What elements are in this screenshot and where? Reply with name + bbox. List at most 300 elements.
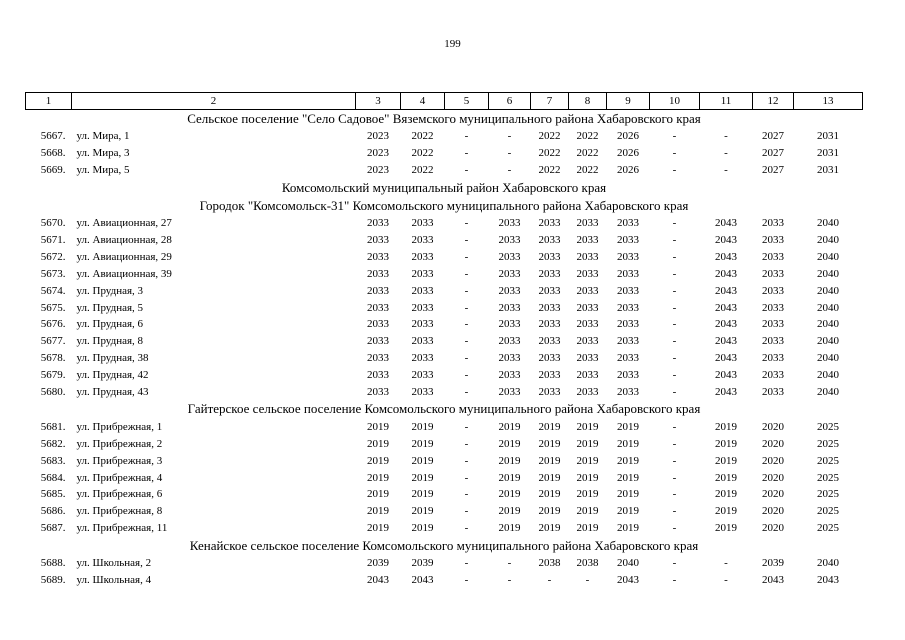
year-cell: 2033 xyxy=(498,250,521,263)
year-cell: - xyxy=(464,574,469,587)
section-title: Городок "Комсомольск-31" Комсомольского муниципального района Хабаровского края xyxy=(199,197,689,213)
col-header: 8 xyxy=(569,93,607,110)
year-cell: 2040 xyxy=(817,301,839,314)
year-cell: 2033 xyxy=(538,234,561,246)
row-number: 5688. xyxy=(40,557,66,570)
year-cell: 2019 xyxy=(576,505,599,518)
year-cell: - xyxy=(585,574,590,587)
year-cell: 2022 xyxy=(411,164,434,177)
year-cell: 2026 xyxy=(617,130,639,143)
table-row xyxy=(26,128,863,145)
col-header: 13 xyxy=(794,93,863,110)
year-cell: 2019 xyxy=(715,488,737,501)
year-cell: 2039 xyxy=(411,557,434,570)
year-cell: 2019 xyxy=(367,488,389,501)
year-cell: 2033 xyxy=(762,369,784,382)
year-cell: - xyxy=(464,217,469,230)
year-cell: 2043 xyxy=(817,574,839,587)
year-cell: 2033 xyxy=(411,369,434,382)
address-cell: ул. Прибрежная, 1 xyxy=(76,420,163,433)
year-cell: 2033 xyxy=(762,234,784,246)
year-cell: 2040 xyxy=(817,369,839,382)
section-heading-row xyxy=(26,197,863,215)
year-cell: - xyxy=(672,267,677,280)
row-number: 5675. xyxy=(40,301,66,314)
year-cell: 2020 xyxy=(762,437,784,450)
year-cell: 2033 xyxy=(411,234,434,246)
year-cell: - xyxy=(672,301,677,314)
year-cell: 2033 xyxy=(367,301,389,314)
year-cell: 2019 xyxy=(715,454,737,467)
year-cell: - xyxy=(507,164,512,177)
year-cell: 2040 xyxy=(817,352,839,365)
year-cell: 2019 xyxy=(715,471,737,484)
year-cell: 2033 xyxy=(617,301,639,314)
year-cell: 2033 xyxy=(617,386,639,399)
year-cell: - xyxy=(672,420,677,433)
year-cell: - xyxy=(672,386,677,399)
year-cell: 2019 xyxy=(576,471,599,484)
year-cell: 2027 xyxy=(762,147,784,160)
year-cell: 2043 xyxy=(715,318,737,331)
table-row xyxy=(26,452,863,469)
year-cell: 2043 xyxy=(715,250,737,263)
year-cell: 2019 xyxy=(367,522,389,535)
row-number: 5686. xyxy=(40,505,66,518)
address-cell: ул. Прудная, 8 xyxy=(76,335,144,348)
section-heading-row xyxy=(26,537,863,555)
year-cell: 2023 xyxy=(367,130,389,143)
year-cell: 2040 xyxy=(817,557,839,570)
year-cell: - xyxy=(464,335,469,348)
year-cell: - xyxy=(507,574,512,587)
year-cell: 2019 xyxy=(367,505,389,518)
year-cell: 2019 xyxy=(576,420,599,433)
row-number: 5680. xyxy=(40,386,66,399)
year-cell: 2033 xyxy=(576,318,599,331)
year-cell: 2043 xyxy=(367,574,389,587)
row-number: 5669. xyxy=(40,164,66,177)
year-cell: 2033 xyxy=(367,386,389,399)
col-header: 7 xyxy=(531,93,569,110)
year-cell: - xyxy=(724,130,728,143)
year-cell: 2033 xyxy=(617,369,639,382)
year-cell: - xyxy=(672,217,677,230)
year-cell: 2033 xyxy=(498,234,521,246)
col-header: 11 xyxy=(700,93,753,110)
year-cell: 2033 xyxy=(367,318,389,331)
year-cell: - xyxy=(672,234,677,246)
year-cell: 2019 xyxy=(411,488,434,501)
address-cell: ул. Прудная, 3 xyxy=(76,284,144,297)
year-cell: 2033 xyxy=(498,318,521,331)
year-cell: 2026 xyxy=(617,164,639,177)
year-cell: 2025 xyxy=(817,488,839,501)
table-row xyxy=(26,282,863,299)
year-cell: 2019 xyxy=(411,471,434,484)
year-cell: 2025 xyxy=(817,471,839,484)
section-title: Комсомольский муниципальный район Хабаровского края xyxy=(281,179,607,195)
address-cell: ул. Прибрежная, 4 xyxy=(76,471,163,484)
year-cell: 2022 xyxy=(538,130,561,143)
year-cell: 2019 xyxy=(367,454,389,467)
year-cell: 2031 xyxy=(817,130,839,143)
year-cell: 2040 xyxy=(617,557,639,570)
year-cell: 2033 xyxy=(762,217,784,230)
col-header: 12 xyxy=(753,93,794,110)
table-row xyxy=(26,265,863,282)
table-row xyxy=(26,520,863,537)
table-row xyxy=(26,555,863,572)
year-cell: 2019 xyxy=(367,420,389,433)
year-cell: - xyxy=(672,250,677,263)
row-number: 5684. xyxy=(40,471,66,484)
year-cell: 2033 xyxy=(576,267,599,280)
year-cell: 2019 xyxy=(498,488,521,501)
year-cell: - xyxy=(547,574,552,587)
year-cell: 2033 xyxy=(538,250,561,263)
address-cell: ул. Прудная, 43 xyxy=(76,386,149,399)
year-cell: 2033 xyxy=(538,217,561,230)
year-cell: - xyxy=(672,437,677,450)
year-cell: - xyxy=(464,505,469,518)
year-cell: 2033 xyxy=(411,386,434,399)
year-cell: - xyxy=(464,234,469,246)
year-cell: 2033 xyxy=(617,217,639,230)
year-cell: 2033 xyxy=(411,318,434,331)
year-cell: 2033 xyxy=(576,386,599,399)
year-cell: 2033 xyxy=(762,250,784,263)
page-number: 199 xyxy=(444,38,461,50)
row-number: 5668. xyxy=(40,147,66,160)
col-header: 4 xyxy=(401,93,445,110)
year-cell: 2019 xyxy=(715,505,737,518)
year-cell: 2039 xyxy=(762,557,784,570)
year-cell: 2033 xyxy=(576,250,599,263)
year-cell: - xyxy=(724,147,728,160)
table-row xyxy=(26,435,863,452)
year-cell: 2033 xyxy=(538,301,561,314)
year-cell: 2019 xyxy=(411,505,434,518)
year-cell: 2025 xyxy=(817,437,839,450)
year-cell: 2033 xyxy=(762,267,784,280)
year-cell: 2019 xyxy=(576,488,599,501)
table-row xyxy=(26,299,863,316)
table-row xyxy=(26,145,863,162)
year-cell: 2022 xyxy=(411,147,434,160)
address-cell: ул. Школьная, 4 xyxy=(76,574,152,587)
year-cell: - xyxy=(507,147,512,160)
column-number-row xyxy=(26,93,863,110)
year-cell: 2033 xyxy=(762,318,784,331)
year-cell: 2033 xyxy=(498,352,521,365)
table-row xyxy=(26,367,863,384)
year-cell: - xyxy=(724,574,728,587)
year-cell: - xyxy=(672,318,677,331)
year-cell: 2020 xyxy=(762,505,784,518)
address-cell: ул. Авиационная, 39 xyxy=(76,267,172,280)
year-cell: 2033 xyxy=(538,335,561,348)
year-cell: 2033 xyxy=(576,217,599,230)
year-cell: 2019 xyxy=(411,420,434,433)
row-number: 5671. xyxy=(40,234,66,246)
year-cell: 2033 xyxy=(617,284,639,297)
year-cell: 2033 xyxy=(498,301,521,314)
year-cell: 2043 xyxy=(715,284,737,297)
year-cell: 2033 xyxy=(576,369,599,382)
section-title: Кенайское сельское поселение Комсомольского муниципального района Хабаровского края xyxy=(189,537,699,553)
address-cell: ул. Прибрежная, 6 xyxy=(76,488,163,501)
address-cell: ул. Мира, 3 xyxy=(76,147,130,160)
year-cell: 2019 xyxy=(617,505,639,518)
year-cell: - xyxy=(464,267,469,280)
address-cell: ул. Мира, 5 xyxy=(76,164,130,177)
year-cell: 2040 xyxy=(817,267,839,280)
table-row xyxy=(26,316,863,333)
year-cell: 2033 xyxy=(617,318,639,331)
year-cell: 2019 xyxy=(411,454,434,467)
year-cell: 2019 xyxy=(538,522,561,535)
year-cell: - xyxy=(672,352,677,365)
year-cell: 2022 xyxy=(576,147,599,160)
year-cell: 2033 xyxy=(367,267,389,280)
year-cell: 2019 xyxy=(498,437,521,450)
year-cell: 2022 xyxy=(538,147,561,160)
year-cell: 2019 xyxy=(411,522,434,535)
year-cell: - xyxy=(464,471,469,484)
year-cell: 2033 xyxy=(498,284,521,297)
year-cell: 2033 xyxy=(762,335,784,348)
row-number: 5678. xyxy=(40,352,66,365)
address-cell: ул. Школьная, 2 xyxy=(76,557,152,570)
year-cell: - xyxy=(464,420,469,433)
year-cell: 2033 xyxy=(617,250,639,263)
year-cell: 2019 xyxy=(617,522,639,535)
year-cell: 2043 xyxy=(715,267,737,280)
housing-table xyxy=(25,92,863,588)
year-cell: 2019 xyxy=(576,454,599,467)
row-number: 5672. xyxy=(40,250,66,263)
row-number: 5667. xyxy=(40,130,66,143)
year-cell: 2033 xyxy=(538,369,561,382)
col-header: 1 xyxy=(26,93,72,110)
row-number: 5681. xyxy=(40,420,66,433)
year-cell: 2033 xyxy=(617,234,639,246)
year-cell: 2019 xyxy=(538,437,561,450)
year-cell: 2040 xyxy=(817,234,839,246)
table-row xyxy=(26,384,863,401)
year-cell: - xyxy=(464,352,469,365)
year-cell: 2043 xyxy=(617,574,639,587)
year-cell: 2043 xyxy=(715,217,737,230)
year-cell: 2025 xyxy=(817,522,839,535)
year-cell: 2022 xyxy=(576,164,599,177)
year-cell: 2043 xyxy=(715,234,737,246)
year-cell: 2033 xyxy=(367,284,389,297)
year-cell: 2033 xyxy=(367,335,389,348)
year-cell: 2019 xyxy=(617,454,639,467)
year-cell: 2033 xyxy=(762,386,784,399)
year-cell: - xyxy=(464,147,469,160)
year-cell: 2019 xyxy=(715,522,737,535)
table-row xyxy=(26,215,863,232)
year-cell: 2033 xyxy=(576,284,599,297)
year-cell: 2033 xyxy=(617,335,639,348)
year-cell: 2031 xyxy=(817,147,839,160)
year-cell: - xyxy=(464,250,469,263)
col-header: 6 xyxy=(489,93,531,110)
year-cell: 2020 xyxy=(762,488,784,501)
year-cell: - xyxy=(672,130,677,143)
year-cell: 2033 xyxy=(411,352,434,365)
year-cell: - xyxy=(724,557,728,570)
row-number: 5687. xyxy=(40,522,66,535)
year-cell: 2033 xyxy=(411,217,434,230)
year-cell: 2033 xyxy=(367,250,389,263)
year-cell: 2027 xyxy=(762,130,784,143)
address-cell: ул. Прибрежная, 3 xyxy=(76,454,163,467)
year-cell: - xyxy=(672,488,677,501)
address-cell: ул. Прудная, 6 xyxy=(76,318,144,331)
year-cell: 2033 xyxy=(576,234,599,246)
year-cell: 2033 xyxy=(538,267,561,280)
year-cell: - xyxy=(672,147,677,160)
year-cell: 2020 xyxy=(762,454,784,467)
year-cell: - xyxy=(464,164,469,177)
year-cell: - xyxy=(672,164,677,177)
year-cell: 2043 xyxy=(762,574,784,587)
row-number: 5683. xyxy=(40,454,66,467)
col-header: 10 xyxy=(650,93,700,110)
year-cell: 2019 xyxy=(617,437,639,450)
year-cell: 2033 xyxy=(411,284,434,297)
year-cell: 2025 xyxy=(817,420,839,433)
year-cell: - xyxy=(507,130,512,143)
year-cell: - xyxy=(464,130,469,143)
year-cell: 2033 xyxy=(498,217,521,230)
year-cell: 2033 xyxy=(538,284,561,297)
table-row xyxy=(26,162,863,179)
year-cell: 2033 xyxy=(367,234,389,246)
year-cell: 2022 xyxy=(538,164,561,177)
row-number: 5677. xyxy=(40,335,66,348)
table-row xyxy=(26,469,863,486)
year-cell: 2019 xyxy=(498,420,521,433)
year-cell: 2033 xyxy=(498,386,521,399)
year-cell: - xyxy=(672,471,677,484)
year-cell: - xyxy=(672,335,677,348)
year-cell: - xyxy=(672,454,677,467)
table-row xyxy=(26,418,863,435)
address-cell: ул. Мира, 1 xyxy=(76,130,130,143)
year-cell: 2033 xyxy=(411,250,434,263)
year-cell: 2025 xyxy=(817,454,839,467)
col-header: 2 xyxy=(72,93,356,110)
year-cell: 2040 xyxy=(817,284,839,297)
year-cell: 2019 xyxy=(538,505,561,518)
year-cell: - xyxy=(672,574,677,587)
year-cell: 2019 xyxy=(617,488,639,501)
address-cell: ул. Прудная, 42 xyxy=(76,369,149,382)
year-cell: 2033 xyxy=(367,352,389,365)
year-cell: 2019 xyxy=(498,471,521,484)
year-cell: 2033 xyxy=(576,301,599,314)
year-cell: 2033 xyxy=(538,386,561,399)
table-row xyxy=(26,572,863,589)
year-cell: 2019 xyxy=(617,471,639,484)
year-cell: - xyxy=(507,557,512,570)
col-header: 5 xyxy=(445,93,489,110)
year-cell: 2019 xyxy=(367,437,389,450)
year-cell: 2023 xyxy=(367,147,389,160)
year-cell: 2023 xyxy=(367,164,389,177)
col-header: 9 xyxy=(607,93,650,110)
address-cell: ул. Авиационная, 27 xyxy=(76,217,172,230)
year-cell: 2043 xyxy=(715,352,737,365)
year-cell: - xyxy=(464,318,469,331)
address-cell: ул. Прудная, 38 xyxy=(76,352,149,365)
year-cell: - xyxy=(464,369,469,382)
year-cell: - xyxy=(464,454,469,467)
year-cell: 2033 xyxy=(538,352,561,365)
table-row xyxy=(26,486,863,503)
table-row xyxy=(26,232,863,249)
year-cell: 2033 xyxy=(617,267,639,280)
col-header: 3 xyxy=(356,93,401,110)
year-cell: 2033 xyxy=(367,217,389,230)
year-cell: 2019 xyxy=(411,437,434,450)
year-cell: 2033 xyxy=(498,267,521,280)
year-cell: - xyxy=(724,164,728,177)
year-cell: - xyxy=(672,505,677,518)
year-cell: 2019 xyxy=(498,522,521,535)
section-heading-row xyxy=(26,400,863,418)
row-number: 5670. xyxy=(40,217,66,230)
address-cell: ул. Прудная, 5 xyxy=(76,301,144,314)
section-heading-row xyxy=(26,179,863,197)
year-cell: 2019 xyxy=(538,420,561,433)
year-cell: - xyxy=(464,557,469,570)
year-cell: 2039 xyxy=(367,557,389,570)
year-cell: 2043 xyxy=(715,369,737,382)
year-cell: 2043 xyxy=(715,386,737,399)
year-cell: - xyxy=(672,522,677,535)
year-cell: 2019 xyxy=(498,454,521,467)
address-cell: ул. Прибрежная, 8 xyxy=(76,505,163,518)
year-cell: 2019 xyxy=(576,437,599,450)
year-cell: 2043 xyxy=(715,301,737,314)
year-cell: 2027 xyxy=(762,164,784,177)
year-cell: 2019 xyxy=(498,505,521,518)
year-cell: 2020 xyxy=(762,471,784,484)
table-row xyxy=(26,350,863,367)
year-cell: 2020 xyxy=(762,420,784,433)
year-cell: 2033 xyxy=(367,369,389,382)
year-cell: 2031 xyxy=(817,164,839,177)
year-cell: 2033 xyxy=(762,284,784,297)
year-cell: 2040 xyxy=(817,335,839,348)
year-cell: 2040 xyxy=(817,386,839,399)
year-cell: - xyxy=(672,557,677,570)
year-cell: 2019 xyxy=(367,471,389,484)
address-cell: ул. Авиационная, 29 xyxy=(76,250,172,263)
table-row xyxy=(26,333,863,350)
year-cell: 2038 xyxy=(576,557,599,570)
year-cell: 2019 xyxy=(538,488,561,501)
year-cell: - xyxy=(672,284,677,297)
year-cell: 2019 xyxy=(538,471,561,484)
section-title: Гайтерское сельское поселение Комсомольского муниципального района Хабаровского края xyxy=(187,401,701,417)
